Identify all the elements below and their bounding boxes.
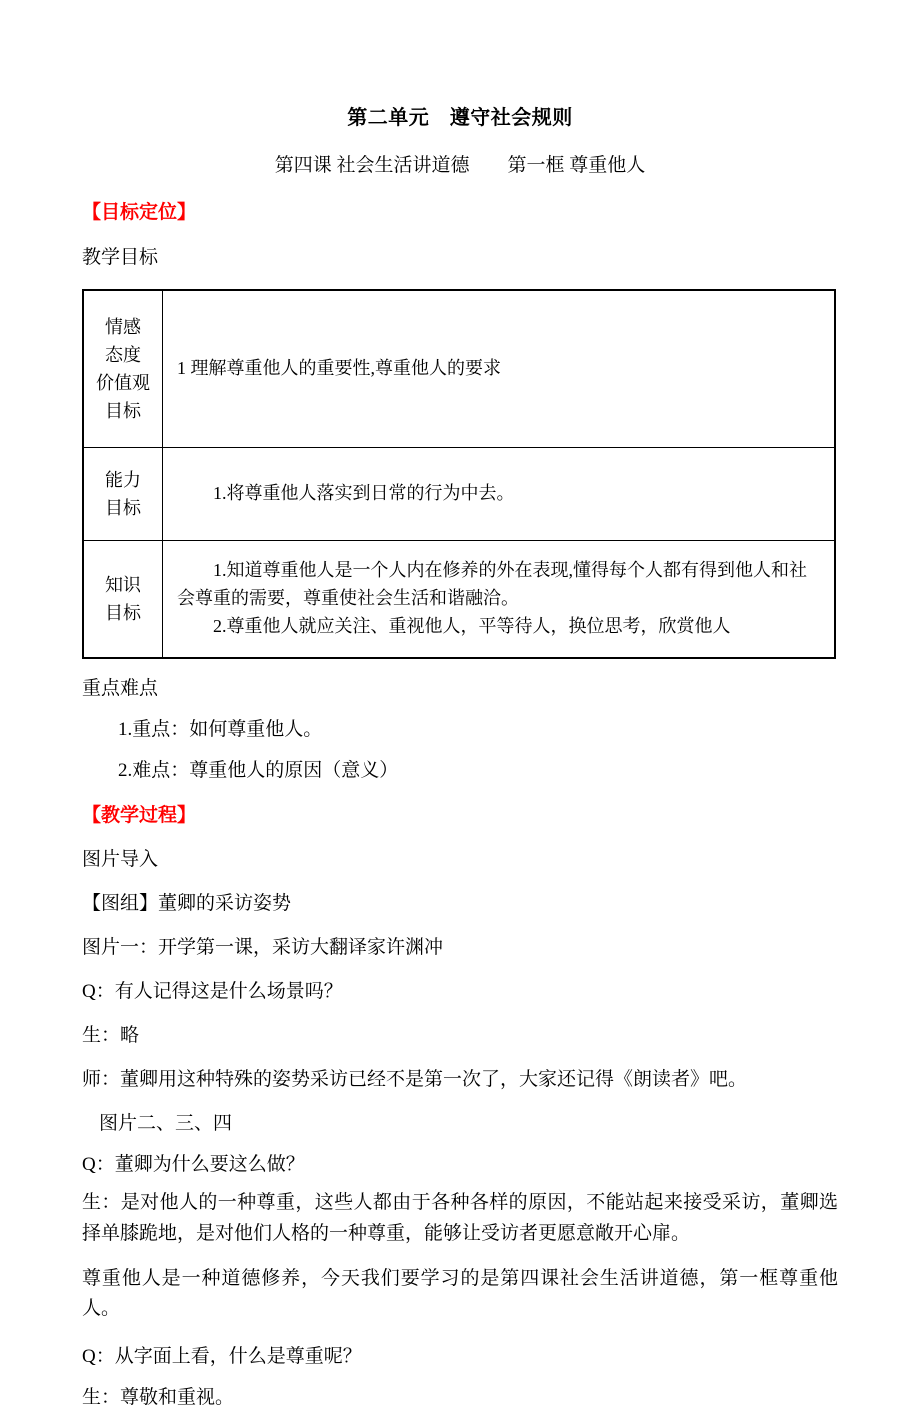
goal-content-emotion [163,290,836,448]
process-line-image-intro: 图片导入 [82,849,159,870]
process-line-image-group: 【图组】董卿的采访姿势 [82,893,292,914]
page-title: 第二单元 遵守社会规则 [347,107,573,129]
process-paragraph-summary: 尊重他人是一种道德修养，今天我们要学习的是第四课社会生活讲道德，第一框尊重他人。 [82,1267,838,1320]
process-line-question-why: Q：董卿为什么要这么做？ [82,1154,305,1175]
process-line-image-one: 图片一：开学第一课，采访大翻译家许渊冲 [82,937,444,958]
section-heading-goal-positioning: 【目标定位】 [82,202,197,223]
goal-category-line: 知识 [105,575,141,595]
page-subtitle: 第四课 社会生活讲道德 第一框 尊重他人 [274,155,646,176]
teaching-goal-label: 教学目标 [82,247,159,268]
teaching-goals-table [82,289,836,659]
process-line-question-scene: Q：有人记得这是什么场景吗？ [82,981,343,1002]
goal-content-ability [163,448,836,541]
section-heading-teaching-process: 【教学过程】 [82,805,197,826]
goal-category-line: 目标 [105,401,141,421]
process-line-student-answer-brief: 生：略 [82,1025,140,1046]
goal-category-ability [83,448,163,541]
table-row [83,541,835,659]
process-line-student-answer-respect: 生：尊敬和重视。 [82,1387,235,1408]
goal-content-line: 2.尊重他人就应关注、重视他人，平等待人，换位思考，欣赏他人 [213,615,731,636]
goal-category-line: 态度 [105,345,141,365]
goal-content-line: 1.将尊重他人落实到日常的行为中去。 [213,483,515,504]
goal-content-line: 1 理解尊重他人的重要性,尊重他人的要求 [177,358,501,379]
process-line-question-literal-meaning: Q：从字面上看，什么是尊重呢？ [82,1346,362,1368]
goal-category-line: 能力 [105,470,141,490]
key-points-label: 重点难点 [82,678,159,699]
goal-category-line: 情感 [105,317,141,337]
goal-category-line: 目标 [105,603,141,623]
process-line-images-two-three-four: 图片二、三、四 [99,1113,233,1134]
goal-content-knowledge [163,541,836,659]
goal-content-line: 1.知道尊重他人是一个人内在修养的外在表现,懂得每个人都有得到他人和社会尊重的需要，尊重使社会生活和谐融洽。 [177,560,807,609]
goal-category-line: 目标 [105,498,141,518]
key-point-item: 1.重点：如何尊重他人。 [118,719,323,740]
goal-category-emotion [83,290,163,448]
table-row [83,448,835,541]
goal-category-knowledge [83,541,163,659]
document-content [82,0,838,1407]
process-line-teacher-remark: 师：董卿用这种特殊的姿势采访已经不是第一次了，大家还记得《朗读者》吧。 [82,1069,748,1090]
process-paragraph-student-answer: 生：是对他人的一种尊重，这些人都由于各种各样的原因，不能站起来接受采访，董卿选择单膝跪地，是对他们人格的一种尊重，能够让受访者更愿意敞开心扉。 [82,1192,838,1244]
goal-category-line: 价值观 [96,373,150,393]
key-point-item: 2.难点：尊重他人的原因（意义） [118,760,399,781]
table-row [83,290,835,448]
